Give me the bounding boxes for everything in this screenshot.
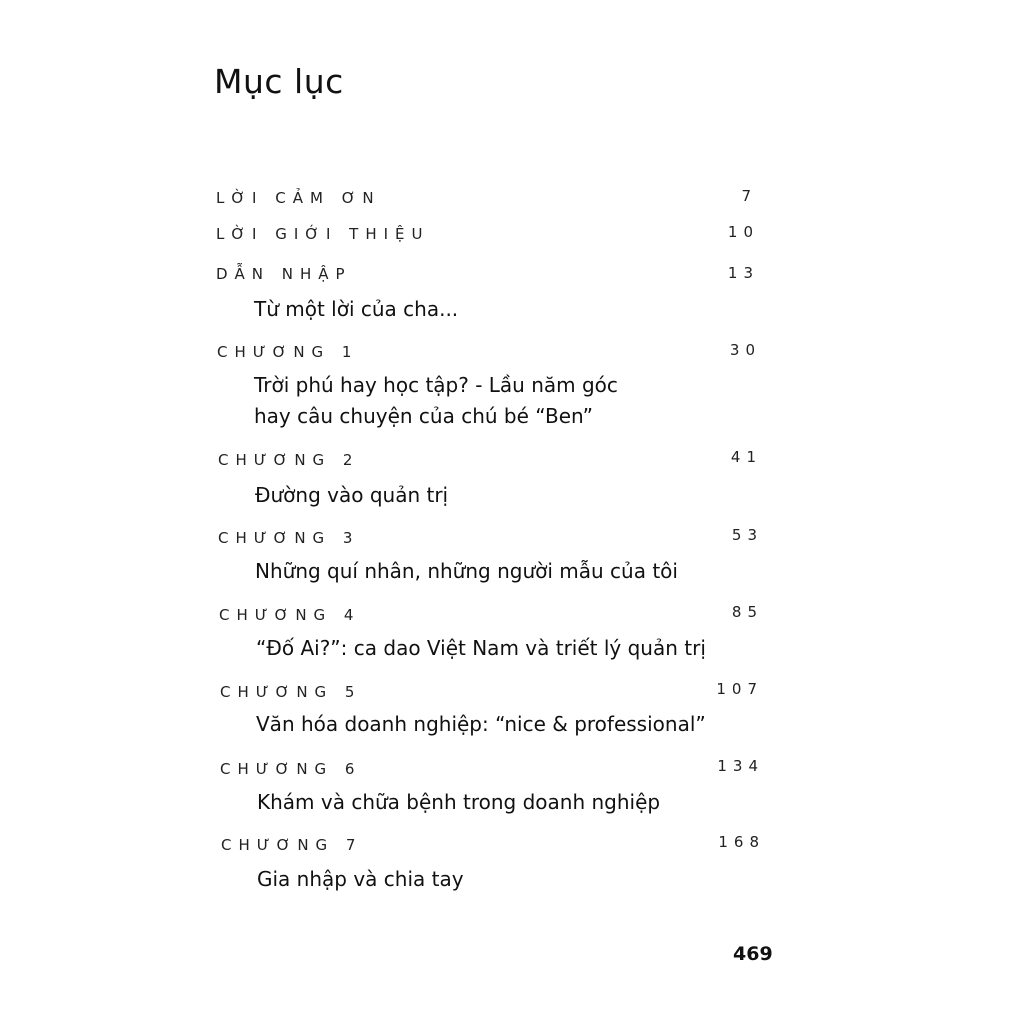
toc-label-chapter-7: CHƯƠNG 7 [221,836,363,854]
toc-subtitle-chapter-7: Gia nhập và chia tay [257,867,464,891]
toc-label-chapter-2: CHƯƠNG 2 [218,451,360,469]
toc-subtitle-chapter-1-line-2: hay câu chuyện của chú bé “Ben” [254,404,593,428]
toc-page-introduction: 10 [727,223,759,241]
toc-page-chapter-5: 107 [716,680,763,698]
toc-page-prologue: 13 [727,264,759,282]
toc-subtitle-prologue: Từ một lời của cha... [254,297,459,321]
toc-label-chapter-1: CHƯƠNG 1 [217,343,359,361]
toc-page-chapter-6: 134 [717,757,764,775]
toc-page-chapter-7: 168 [718,833,765,851]
toc-label-acknowledgements: LỜI CẢM ƠN [216,189,381,207]
toc-page-chapter-4: 85 [731,603,763,621]
page-title: Mục lục [214,62,344,101]
toc-page-chapter-1: 30 [729,341,761,359]
toc-label-introduction: LỜI GIỚI THIỆU [216,225,430,243]
toc-label-chapter-3: CHƯƠNG 3 [218,529,360,547]
page-number: 469 [733,943,773,965]
toc-subtitle-chapter-4: “Đố Ai?”: ca dao Việt Nam và triết lý quản trị [256,636,706,660]
toc-label-chapter-6: CHƯƠNG 6 [220,760,362,778]
toc-label-prologue: DẪN NHẬP [216,265,352,283]
toc-subtitle-chapter-3: Những quí nhân, những người mẫu của tôi [255,559,678,583]
toc-page-acknowledgements: 7 [741,187,757,205]
toc-label-chapter-5: CHƯƠNG 5 [220,683,362,701]
toc-label-chapter-4: CHƯƠNG 4 [219,606,361,624]
toc-subtitle-chapter-2: Đường vào quản trị [255,483,449,507]
toc-subtitle-chapter-5: Văn hóa doanh nghiệp: “nice & professional” [256,712,706,736]
toc-page-chapter-2: 41 [730,448,762,466]
toc-subtitle-chapter-1: Trời phú hay học tập? - Lầu năm góc [254,373,618,397]
toc-page-chapter-3: 53 [731,526,763,544]
toc-subtitle-chapter-6: Khám và chữa bệnh trong doanh nghiệp [257,790,661,814]
